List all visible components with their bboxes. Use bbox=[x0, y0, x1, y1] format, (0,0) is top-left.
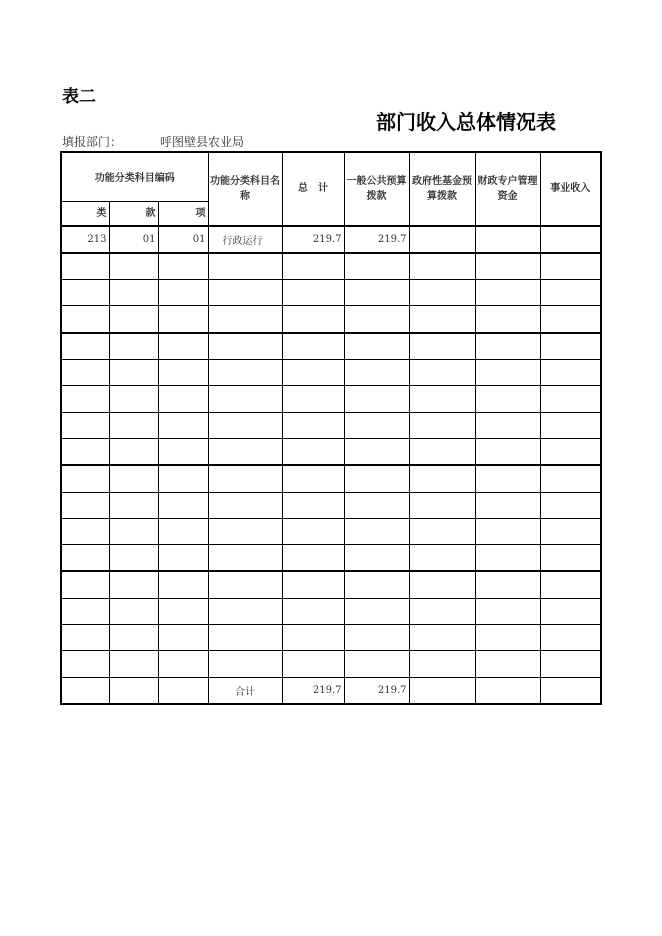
header-general-budget: 一般公共预算拨款 bbox=[344, 152, 409, 226]
cell-fiscal bbox=[475, 226, 540, 253]
table-row bbox=[61, 253, 601, 280]
table-row bbox=[61, 651, 601, 677]
header-lei: 类 bbox=[61, 201, 109, 225]
cell-total: 219.7 bbox=[282, 226, 344, 253]
table-row bbox=[61, 438, 601, 465]
revenue-table bbox=[60, 151, 602, 705]
table-row bbox=[61, 624, 601, 650]
table-row bbox=[61, 333, 601, 360]
table-row bbox=[61, 306, 601, 333]
header-gov-fund: 政府性基金预算拨款 bbox=[409, 152, 475, 226]
table-number-label: 表二 bbox=[62, 87, 96, 107]
table-row bbox=[61, 386, 601, 412]
header-fiscal-special: 财政专户管理资金 bbox=[475, 152, 540, 226]
cell-business bbox=[540, 226, 601, 253]
table-row bbox=[61, 226, 601, 253]
total-label: 合计 bbox=[208, 677, 282, 704]
total-fiscal bbox=[475, 677, 540, 704]
department-name: 呼图壁县农业局 bbox=[160, 135, 245, 149]
table-row bbox=[61, 465, 601, 492]
cell-xiang: 01 bbox=[158, 226, 208, 253]
total-total: 219.7 bbox=[282, 677, 344, 704]
cell-gov-fund bbox=[409, 226, 475, 253]
header-code-group: 功能分类科目编码 bbox=[61, 152, 208, 201]
header-business-income: 事业收入 bbox=[540, 152, 601, 226]
table-row bbox=[61, 518, 601, 544]
table-row bbox=[61, 280, 601, 306]
header-total: 总 计 bbox=[282, 152, 344, 226]
table-row bbox=[61, 545, 601, 572]
table-row bbox=[61, 492, 601, 518]
total-business bbox=[540, 677, 601, 704]
cell-name: 行政运行 bbox=[208, 226, 282, 253]
header-xiang: 项 bbox=[158, 201, 208, 225]
total-row bbox=[61, 677, 601, 704]
table-row bbox=[61, 571, 601, 598]
page-title: 部门收入总体情况表 bbox=[376, 110, 556, 134]
header-kuan: 款 bbox=[109, 201, 158, 225]
cell-kuan: 01 bbox=[109, 226, 158, 253]
total-general: 219.7 bbox=[344, 677, 409, 704]
department-label: 填报部门： bbox=[62, 135, 123, 149]
total-gov-fund bbox=[409, 677, 475, 704]
table-row bbox=[61, 598, 601, 624]
table-row bbox=[61, 360, 601, 386]
header-name: 功能分类科目名称 bbox=[208, 152, 282, 226]
cell-general: 219.7 bbox=[344, 226, 409, 253]
cell-lei: 213 bbox=[61, 226, 109, 253]
table-row bbox=[61, 412, 601, 438]
